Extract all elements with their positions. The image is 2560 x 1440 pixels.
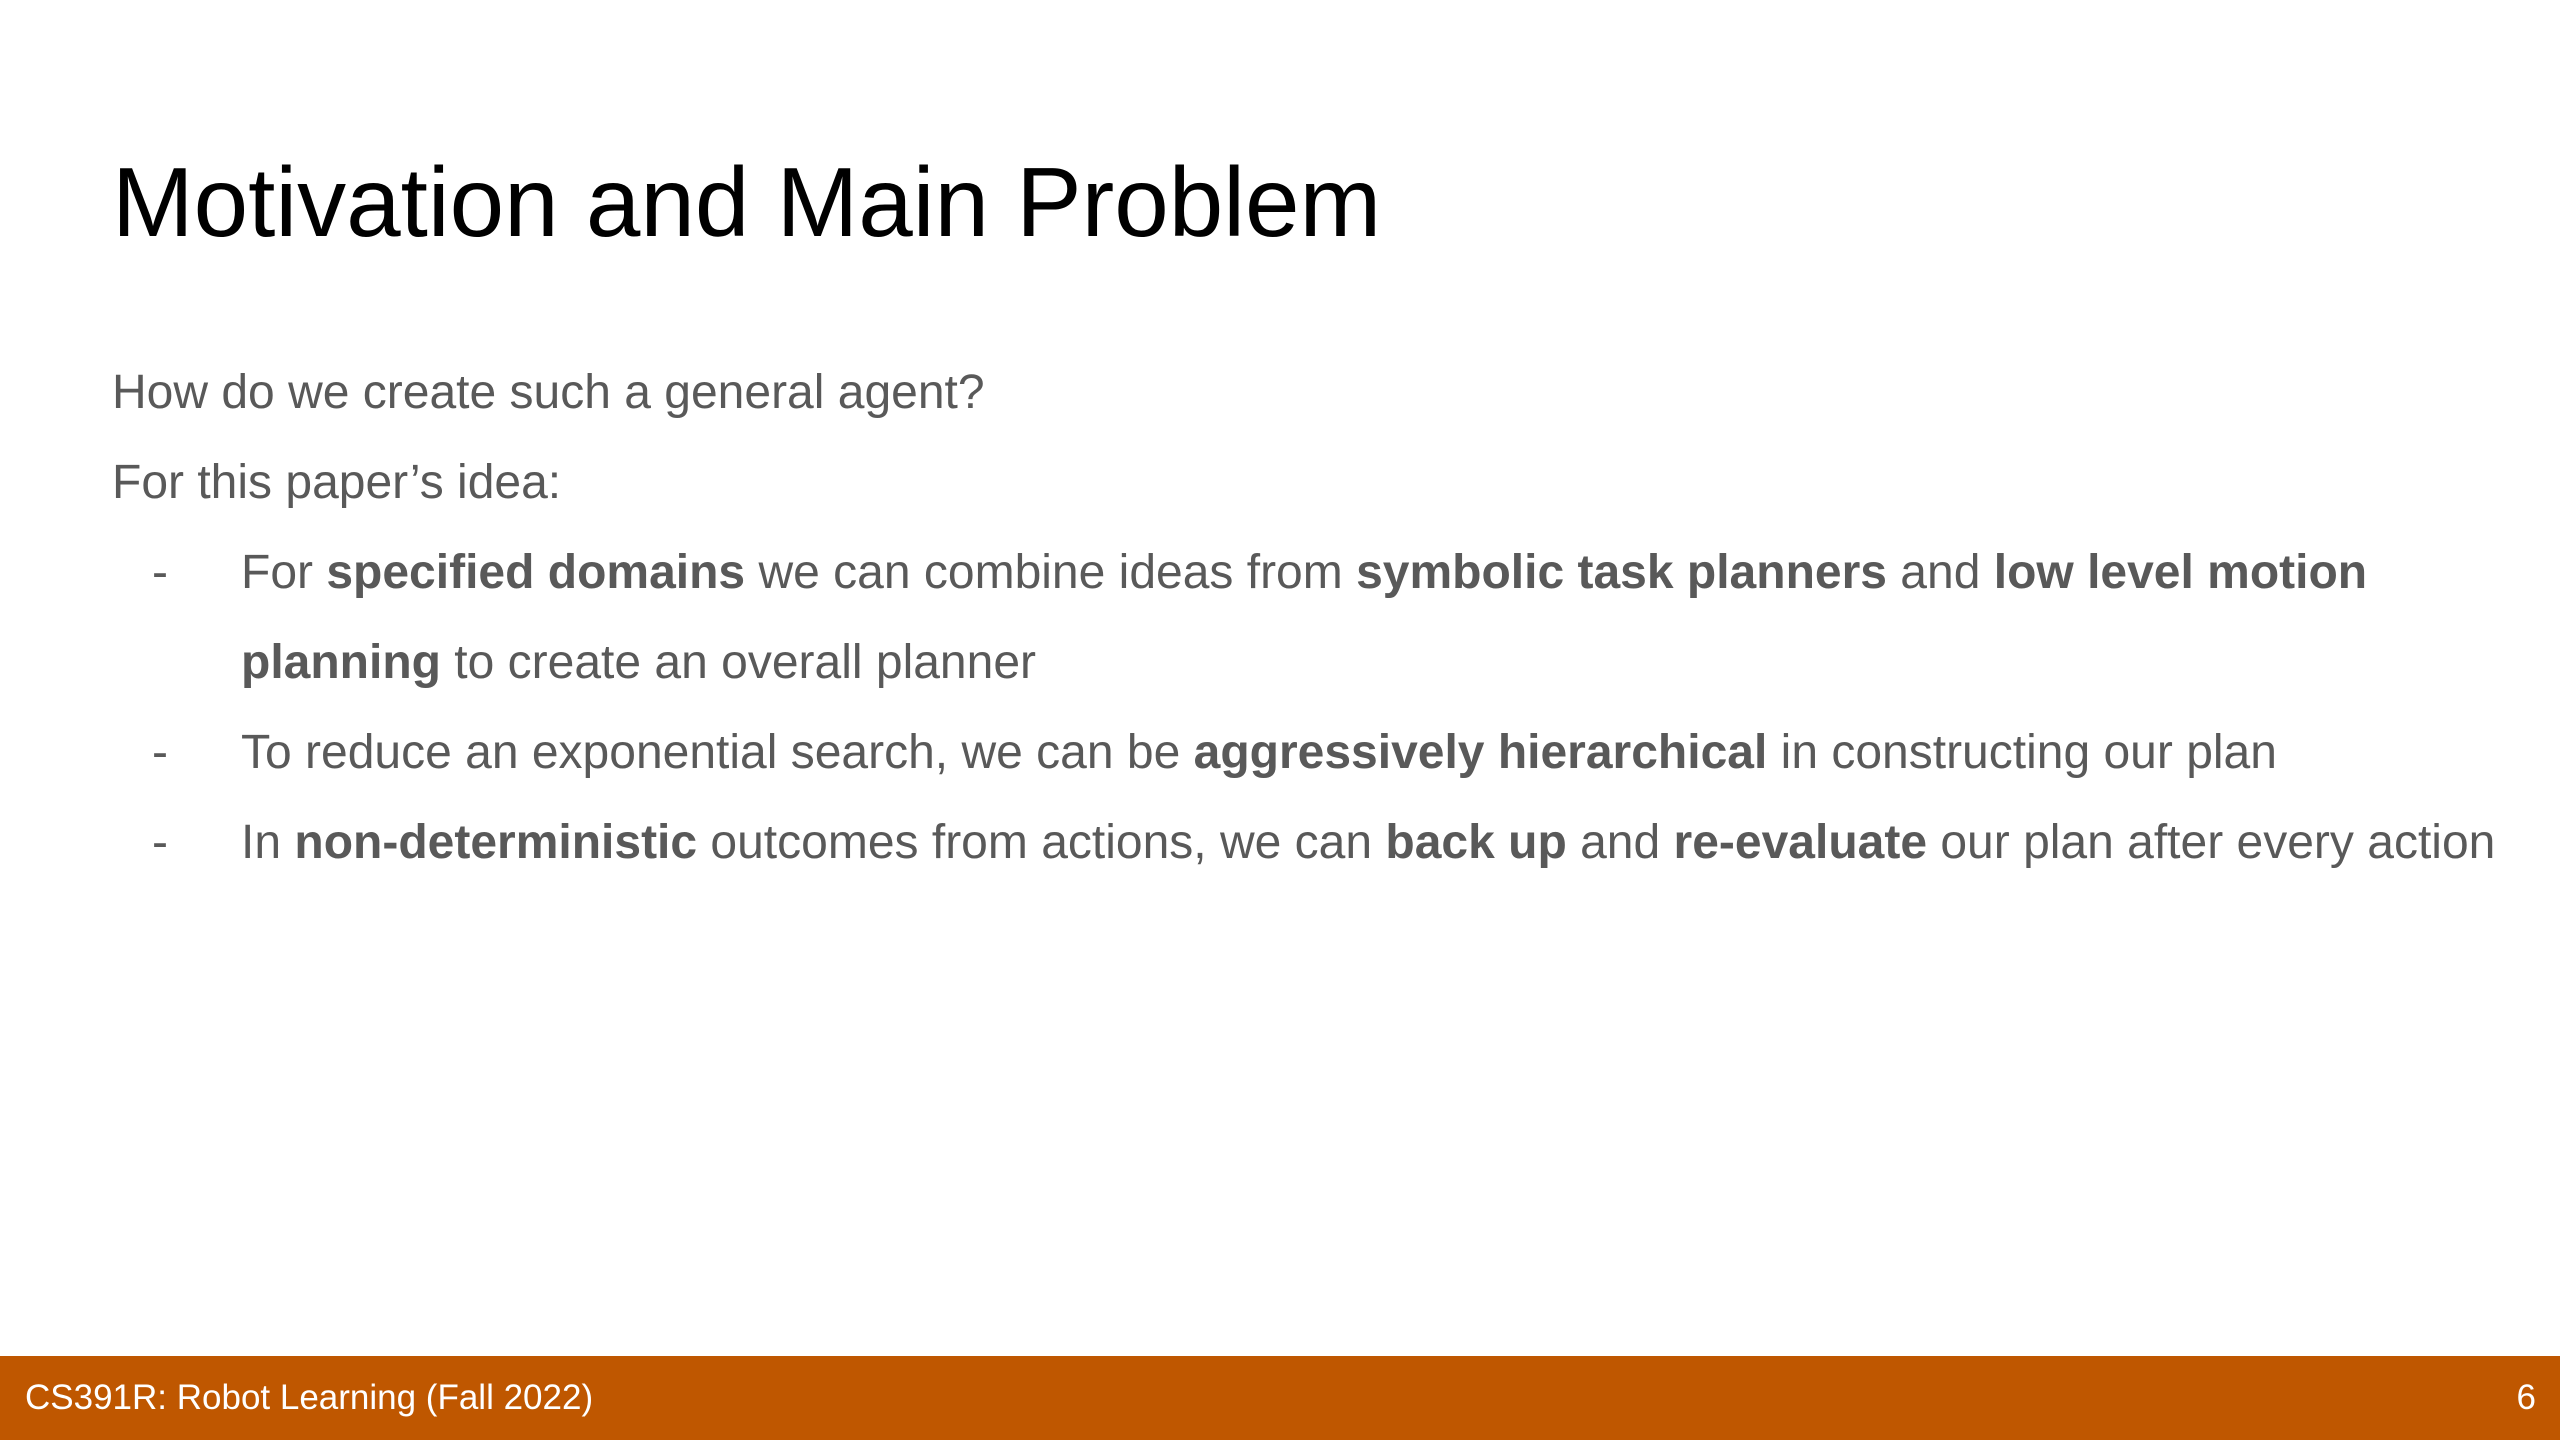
bullet-emphasis-text: aggressively hierarchical [1193, 726, 1768, 779]
bullet-emphasis-text: symbolic task planners [1356, 546, 1887, 599]
bullet-text: outcomes from actions, we can [697, 816, 1386, 869]
bullet-emphasis-text: re-evaluate [1673, 816, 1928, 869]
footer-course-label: CS391R: Robot Learning (Fall 2022) [25, 1378, 594, 1417]
bullet-text: to create an overall planner [440, 636, 1036, 689]
bullet-emphasis-text: low level motion planning [241, 546, 2368, 689]
bullet-text: To reduce an exponential search, we can be [241, 726, 1194, 779]
bullet-text: we can combine ideas from [745, 546, 1357, 599]
intro-lead: For this paper’s idea: [112, 456, 562, 509]
footer-bar [0, 1356, 2560, 1440]
intro-question: How do we create such a general agent? [112, 366, 985, 419]
bullet-item [112, 528, 2541, 708]
bullet-text: and [1886, 546, 1994, 599]
bullet-emphasis-text: non-deterministic [294, 816, 698, 869]
slide-title: Motivation and Main Problem [112, 147, 1382, 257]
page-number: 6 [2516, 1378, 2536, 1417]
bullet-list [112, 528, 2496, 888]
bullet-text: In [241, 816, 295, 869]
bullet-item [112, 708, 2541, 798]
bullet-text: in constructing our plan [1767, 726, 2277, 779]
bullet-dash: - [152, 726, 168, 779]
bullet-item [112, 798, 2541, 888]
bullet-text: our plan after every action [1927, 816, 2496, 869]
bullet-emphasis-text: back up [1385, 816, 1567, 869]
bullet-text: For [241, 546, 327, 599]
bullet-dash: - [152, 546, 168, 599]
bullet-emphasis-text: specified domains [326, 546, 746, 599]
bullet-dash: - [152, 816, 168, 869]
slide-body [112, 348, 2496, 888]
bullet-text: and [1566, 816, 1674, 869]
